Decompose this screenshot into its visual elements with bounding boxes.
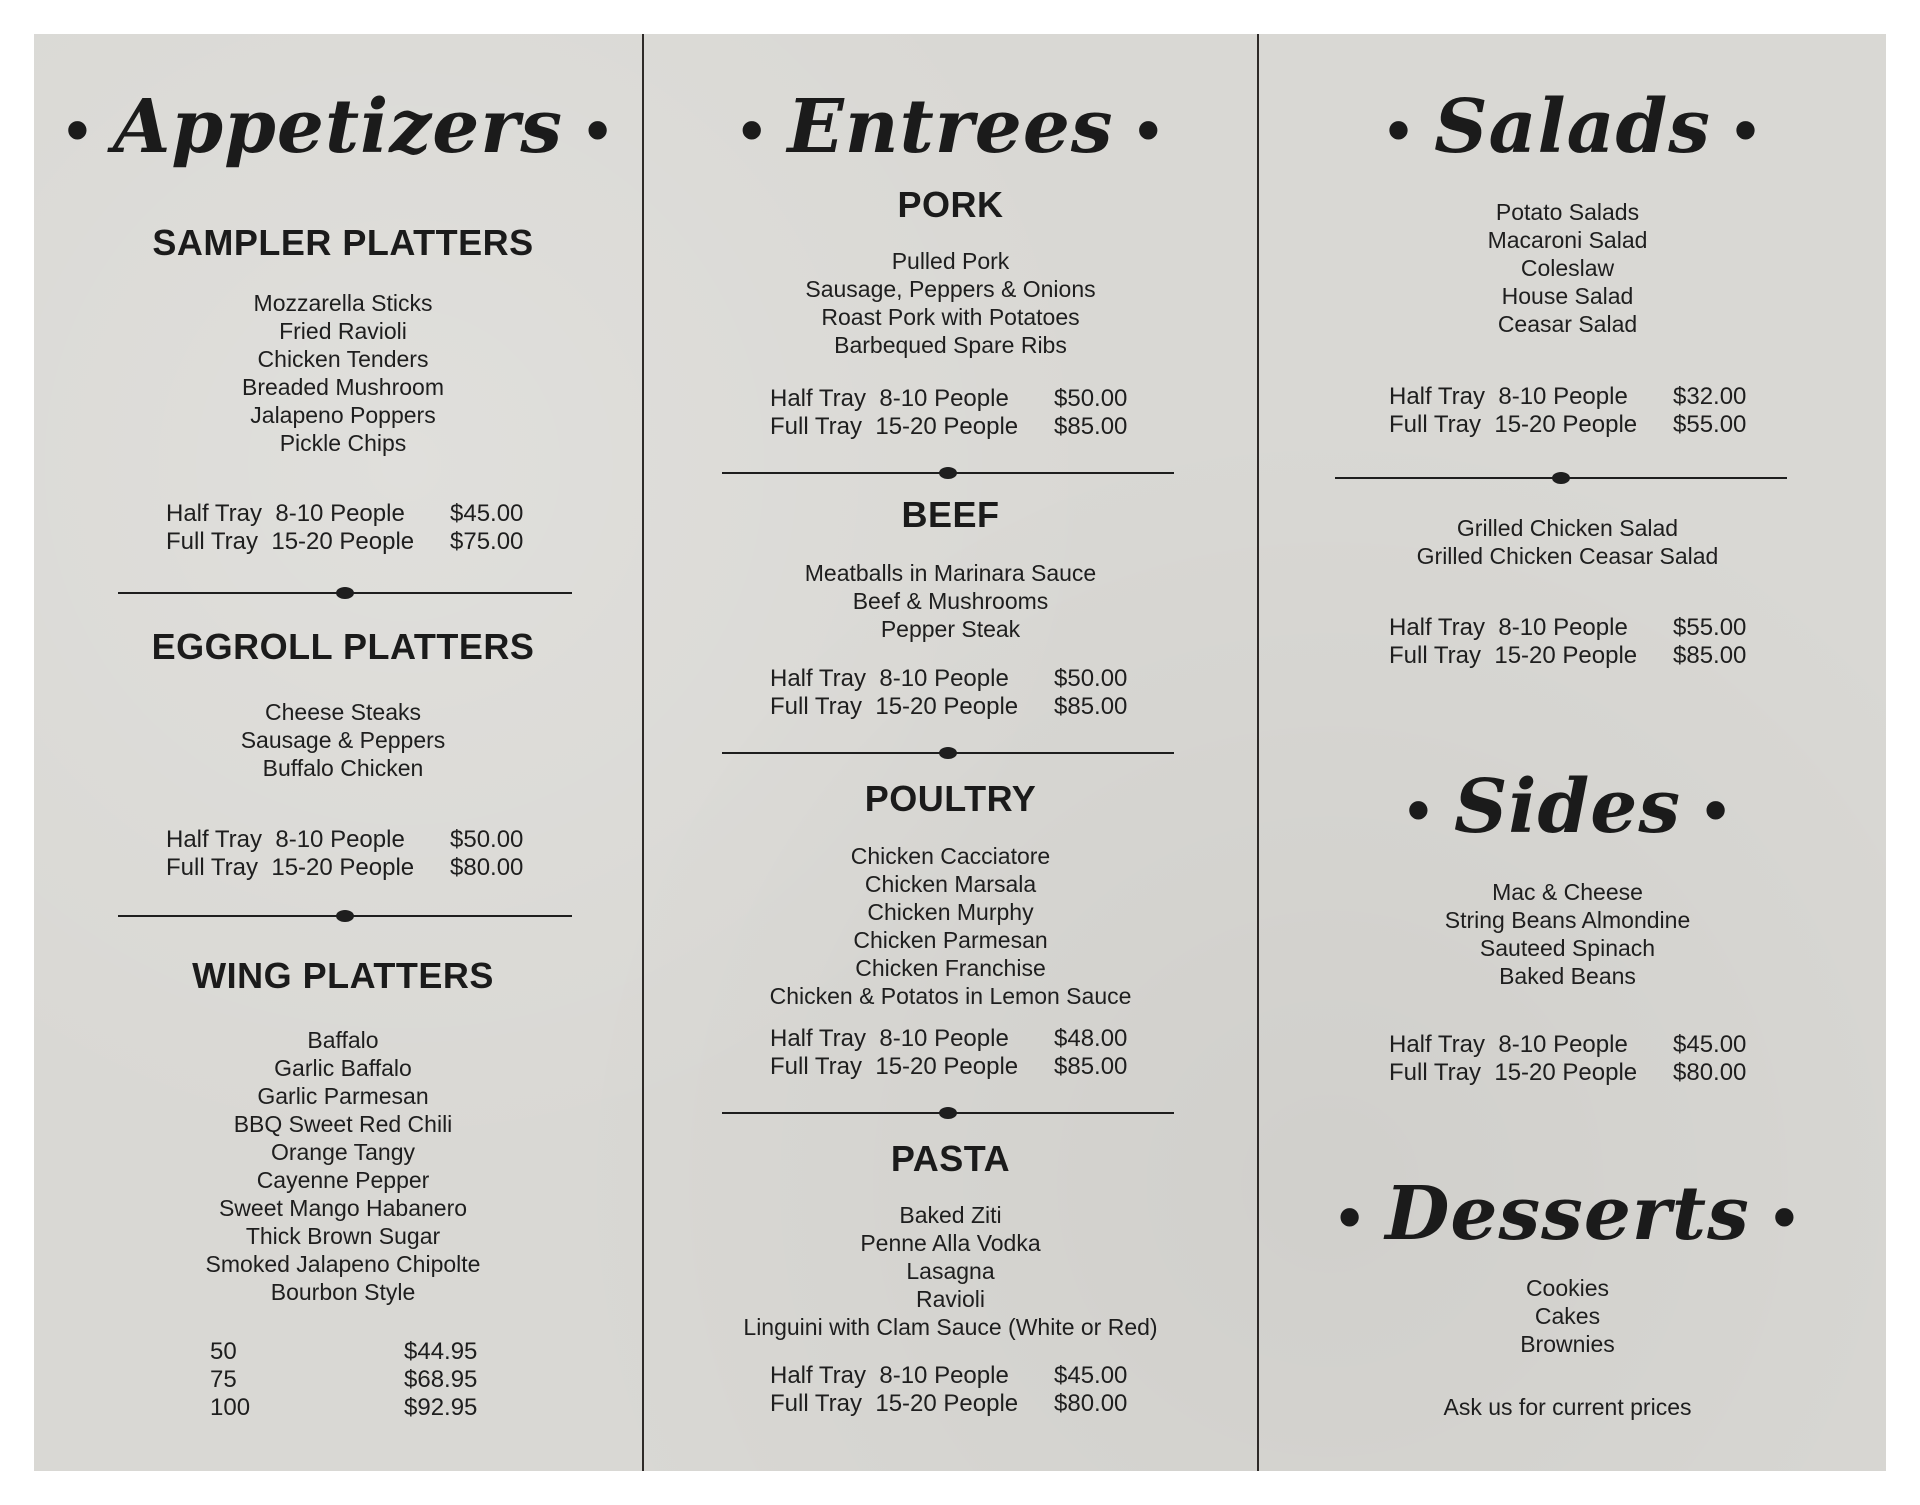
item-list-poultry xyxy=(644,842,1257,1010)
price-table-chicken-salads xyxy=(1389,614,1769,670)
section-rule xyxy=(118,592,572,594)
menu-item: Baked Ziti xyxy=(899,1202,1002,1228)
menu-item: Cakes xyxy=(1534,1303,1601,1329)
menu-item: Chicken & Potatos in Lemon Sauce xyxy=(769,983,1132,1009)
price-amount: $50.00 xyxy=(450,826,524,853)
menu-item: Mozzarella Sticks xyxy=(253,290,433,316)
section-heading-pasta: PASTA xyxy=(890,1138,1011,1179)
price-amount: $85.00 xyxy=(1054,1053,1128,1080)
section-rule xyxy=(118,915,572,917)
section-rule xyxy=(722,472,1174,474)
price-row xyxy=(1389,614,1769,642)
price-amount: $55.00 xyxy=(1673,411,1747,438)
price-table-eggroll xyxy=(166,826,546,882)
item-list-sampler xyxy=(34,289,652,457)
menu-item: Sauteed Spinach xyxy=(1479,935,1656,961)
ornament-dot-icon: • xyxy=(1699,782,1734,843)
salads-sides-desserts-column xyxy=(1259,34,1886,1471)
price-row xyxy=(210,1394,510,1422)
menu-item: Brownies xyxy=(1520,1331,1615,1357)
salads-title-text: Salads xyxy=(1434,84,1711,170)
section-rule xyxy=(722,752,1174,754)
price-row xyxy=(1389,383,1769,411)
tray-size-label: Half Tray 8-10 People xyxy=(1389,383,1628,410)
price-table-sides xyxy=(1389,1031,1769,1087)
price-row xyxy=(166,500,546,528)
ornament-dot-icon: • xyxy=(581,102,616,163)
tray-size-label: Half Tray 8-10 People xyxy=(1389,1031,1628,1058)
price-row xyxy=(166,528,546,556)
menu-item: House Salad xyxy=(1501,283,1634,309)
price-table-poultry xyxy=(770,1025,1150,1081)
menu-item: Jalapeno Poppers xyxy=(250,402,436,428)
price-amount: $75.00 xyxy=(450,528,524,555)
price-table-pasta xyxy=(770,1362,1150,1418)
tray-size-label: Full Tray 15-20 People xyxy=(166,528,415,555)
price-table-pork xyxy=(770,385,1150,441)
price-row xyxy=(770,1390,1150,1418)
price-note: Ask us for current prices xyxy=(1443,1394,1692,1420)
tray-size-label: Half Tray 8-10 People xyxy=(1389,614,1628,641)
appetizers-title xyxy=(34,84,642,170)
section-heading-beef: BEEF xyxy=(901,494,1000,535)
item-list-wing xyxy=(34,1026,652,1306)
desserts-title xyxy=(1259,1171,1876,1257)
tray-size-label: Full Tray 15-20 People xyxy=(770,693,1019,720)
menu-item: Meatballs in Marinara Sauce xyxy=(804,560,1097,586)
tray-size-label: 50 xyxy=(210,1338,237,1365)
menu-item: Cayenne Pepper xyxy=(256,1167,430,1193)
menu-item: Pepper Steak xyxy=(880,616,1021,642)
desserts-title-text: Desserts xyxy=(1385,1171,1750,1257)
price-amount: $85.00 xyxy=(1054,693,1128,720)
menu-item: Chicken Parmesan xyxy=(853,927,1048,953)
appetizers-column xyxy=(34,34,642,1471)
menu-item: Mac & Cheese xyxy=(1492,879,1643,905)
menu-item: Sweet Mango Habanero xyxy=(218,1195,468,1221)
menu-item: Pulled Pork xyxy=(891,248,1010,274)
price-row xyxy=(770,385,1150,413)
menu-item: Buffalo Chicken xyxy=(262,755,424,781)
entrees-title xyxy=(644,84,1257,170)
tray-size-label: Half Tray 8-10 People xyxy=(770,1025,1009,1052)
ornament-dot-icon: • xyxy=(1333,1189,1368,1250)
tray-size-label: Full Tray 15-20 People xyxy=(770,413,1019,440)
price-amount: $32.00 xyxy=(1673,383,1747,410)
item-list-pork xyxy=(644,247,1257,359)
price-amount: $50.00 xyxy=(1054,385,1128,412)
salads-title xyxy=(1259,84,1886,170)
price-amount: $45.00 xyxy=(450,500,524,527)
price-row xyxy=(1389,1031,1769,1059)
rule-ornament-icon xyxy=(336,910,354,922)
tray-size-label: Full Tray 15-20 People xyxy=(166,854,415,881)
tray-size-label: Half Tray 8-10 People xyxy=(166,500,405,527)
section-rule xyxy=(722,1112,1174,1114)
price-amount: $92.95 xyxy=(404,1394,478,1421)
menu-item: Garlic Parmesan xyxy=(257,1083,429,1109)
menu-item: Coleslaw xyxy=(1520,255,1615,281)
price-row xyxy=(770,1025,1150,1053)
menu-item: Cookies xyxy=(1525,1275,1610,1301)
menu-item: Thick Brown Sugar xyxy=(245,1223,441,1249)
price-amount: $48.00 xyxy=(1054,1025,1128,1052)
menu-item: Penne Alla Vodka xyxy=(860,1230,1041,1256)
menu-item: Sausage, Peppers & Onions xyxy=(805,276,1096,302)
price-row xyxy=(770,413,1150,441)
tray-size-label: Full Tray 15-20 People xyxy=(1389,1059,1638,1086)
price-table-wing xyxy=(210,1338,510,1422)
price-amount: $80.00 xyxy=(1054,1390,1128,1417)
item-list-desserts xyxy=(1259,1274,1876,1358)
item-list-eggroll xyxy=(34,698,652,782)
price-row xyxy=(1389,411,1769,439)
menu-item: Sausage & Peppers xyxy=(240,727,446,753)
menu-item: Baked Beans xyxy=(1499,963,1636,989)
item-list-chicken-salads xyxy=(1259,514,1876,570)
menu-item: Beef & Mushrooms xyxy=(852,588,1049,614)
tray-size-label: Full Tray 15-20 People xyxy=(1389,642,1638,669)
rule-ornament-icon xyxy=(939,467,957,479)
menu-item: Garlic Baffalo xyxy=(274,1055,412,1081)
ornament-dot-icon: • xyxy=(735,102,770,163)
price-amount: $85.00 xyxy=(1054,413,1128,440)
tray-size-label: Half Tray 8-10 People xyxy=(770,385,1009,412)
rule-ornament-icon xyxy=(1552,472,1570,484)
ornament-dot-icon: • xyxy=(1767,1189,1802,1250)
tray-size-label: 100 xyxy=(210,1394,251,1421)
menu-sheet xyxy=(34,34,1886,1471)
price-amount: $45.00 xyxy=(1054,1362,1128,1389)
tray-size-label: Half Tray 8-10 People xyxy=(166,826,405,853)
rule-ornament-icon xyxy=(939,747,957,759)
menu-item: Barbequed Spare Ribs xyxy=(834,332,1067,358)
tray-size-label: Full Tray 15-20 People xyxy=(770,1053,1019,1080)
entrees-column xyxy=(644,34,1257,1471)
menu-item: Chicken Murphy xyxy=(867,899,1034,925)
price-amount: $55.00 xyxy=(1673,614,1747,641)
menu-item: Ceasar Salad xyxy=(1497,311,1638,337)
price-row xyxy=(770,1053,1150,1081)
sides-title-text: Sides xyxy=(1453,764,1682,850)
menu-item: Breaded Mushroom xyxy=(242,374,444,400)
menu-item: Potato Salads xyxy=(1495,199,1640,225)
menu-item: String Beans Almondine xyxy=(1444,907,1691,933)
menu-item: Baffalo xyxy=(307,1027,379,1053)
menu-item: Pickle Chips xyxy=(279,430,407,456)
menu-item: Grilled Chicken Ceasar Salad xyxy=(1416,543,1719,569)
tray-size-label: Full Tray 15-20 People xyxy=(1389,411,1638,438)
ornament-dot-icon: • xyxy=(1728,102,1764,163)
section-heading-wing: WING PLATTERS xyxy=(192,955,494,996)
tray-size-label: Half Tray 8-10 People xyxy=(770,665,1009,692)
section-heading-poultry: POULTRY xyxy=(864,778,1037,819)
price-amount: $80.00 xyxy=(450,854,524,881)
ornament-dot-icon: • xyxy=(1401,782,1436,843)
tray-size-label: Full Tray 15-20 People xyxy=(770,1390,1019,1417)
menu-item: Chicken Franchise xyxy=(855,955,1046,981)
item-list-sides xyxy=(1259,878,1876,990)
price-row xyxy=(770,1362,1150,1390)
section-rule xyxy=(1335,477,1787,479)
item-list-beef xyxy=(644,559,1257,643)
menu-item: Lasagna xyxy=(906,1258,995,1284)
price-table-beef xyxy=(770,665,1150,721)
section-heading-sampler: SAMPLER PLATTERS xyxy=(152,222,534,263)
price-row xyxy=(166,826,546,854)
ornament-dot-icon: • xyxy=(1381,102,1417,163)
section-heading-pork: PORK xyxy=(897,184,1004,225)
price-amount: $68.95 xyxy=(404,1366,478,1393)
tray-size-label: 75 xyxy=(210,1366,237,1393)
appetizers-title-text: Appetizers xyxy=(112,84,564,170)
menu-item: Bourbon Style xyxy=(270,1279,416,1305)
price-amount: $85.00 xyxy=(1673,642,1747,669)
price-amount: $80.00 xyxy=(1673,1059,1747,1086)
section-heading-eggroll: EGGROLL PLATTERS xyxy=(151,626,535,667)
menu-item: Fried Ravioli xyxy=(279,318,407,344)
sides-title xyxy=(1259,764,1876,850)
ornament-dot-icon: • xyxy=(1131,102,1166,163)
price-row xyxy=(770,693,1150,721)
item-list-salads xyxy=(1259,198,1876,338)
price-amount: $45.00 xyxy=(1673,1031,1747,1058)
menu-item: BBQ Sweet Red Chili xyxy=(233,1111,453,1137)
price-row xyxy=(166,854,546,882)
menu-item: Chicken Marsala xyxy=(864,871,1037,897)
price-table-sampler xyxy=(166,500,546,556)
price-row xyxy=(1389,1059,1769,1087)
menu-item: Cheese Steaks xyxy=(265,699,421,725)
price-row xyxy=(210,1366,510,1394)
price-amount: $50.00 xyxy=(1054,665,1128,692)
menu-item: Orange Tangy xyxy=(270,1139,416,1165)
price-table-salads xyxy=(1389,383,1769,439)
menu-item: Linguini with Clam Sauce (White or Red) xyxy=(743,1314,1158,1340)
price-row xyxy=(210,1338,510,1366)
item-list-pasta xyxy=(644,1201,1257,1341)
price-row xyxy=(770,665,1150,693)
rule-ornament-icon xyxy=(336,587,354,599)
menu-item: Chicken Cacciatore xyxy=(850,843,1051,869)
menu-item: Grilled Chicken Salad xyxy=(1456,515,1679,541)
menu-item: Roast Pork with Potatoes xyxy=(821,304,1080,330)
price-amount: $44.95 xyxy=(404,1338,478,1365)
menu-item: Macaroni Salad xyxy=(1487,227,1648,253)
rule-ornament-icon xyxy=(939,1107,957,1119)
entrees-title-text: Entrees xyxy=(787,84,1114,170)
menu-item: Ravioli xyxy=(915,1286,986,1312)
ornament-dot-icon: • xyxy=(60,102,95,163)
menu-item: Chicken Tenders xyxy=(257,346,429,372)
menu-item: Smoked Jalapeno Chipolte xyxy=(205,1251,481,1277)
tray-size-label: Half Tray 8-10 People xyxy=(770,1362,1009,1389)
price-row xyxy=(1389,642,1769,670)
